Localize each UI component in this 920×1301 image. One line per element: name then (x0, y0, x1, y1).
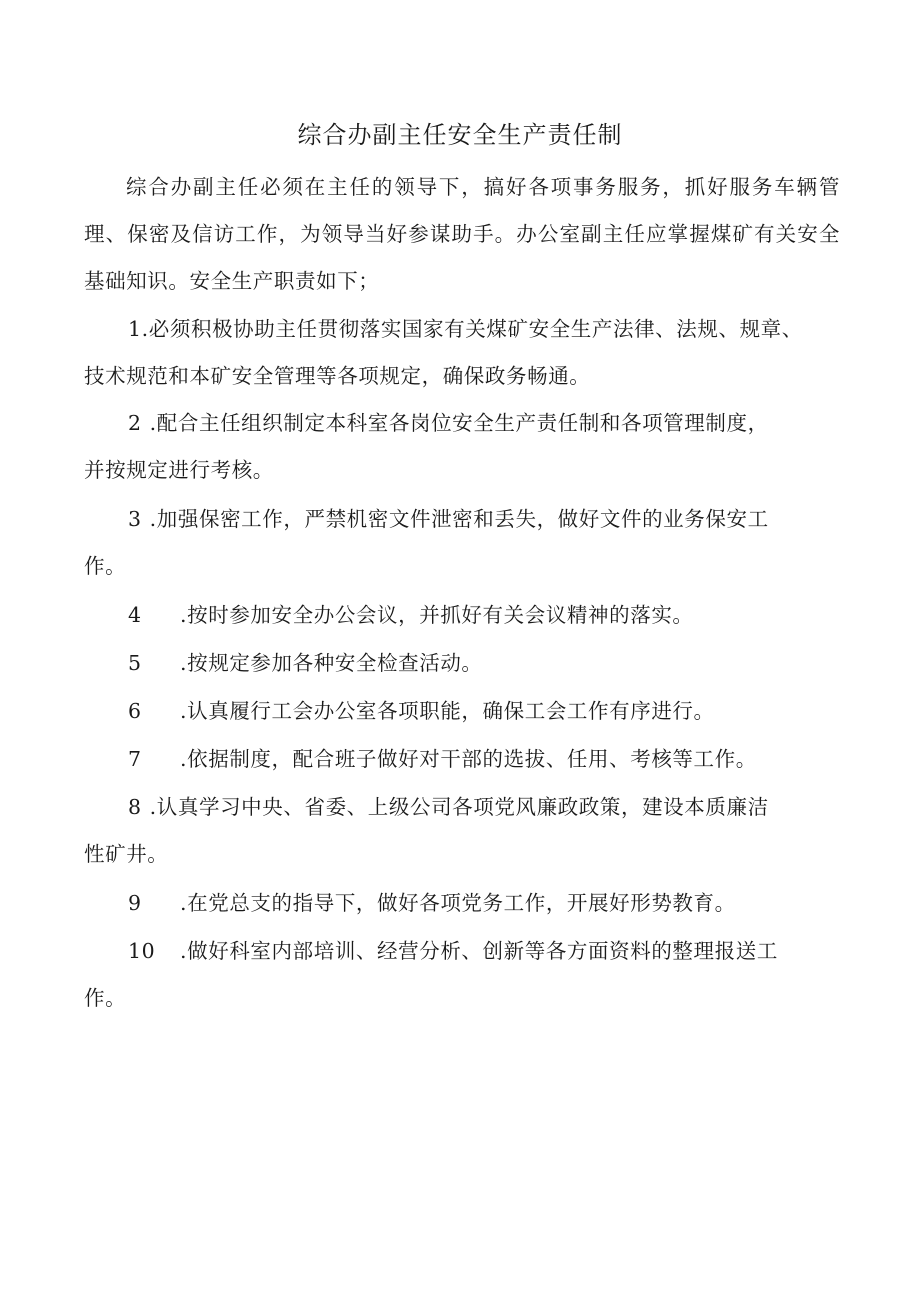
item-number: 10 (128, 939, 156, 963)
list-item (84, 688, 840, 735)
item-text: .按规定参加各种安全检查活动。 (180, 651, 483, 675)
intro-paragraph: 综合办副主任必须在主任的领导下，搞好各项事务服务，抓好服务车辆管理、保密及信访工作，为领导当好参谋助手。办公室副主任应掌握煤矿有关安全基础知识。安全生产职责如下； (84, 175, 840, 293)
list-item (84, 496, 840, 590)
item-text: .在党总支的指导下，做好各项党务工作，开展好形势教育。 (180, 891, 736, 915)
list-item (84, 640, 840, 687)
item-text: .加强保密工作，严禁机密文件泄密和丢失，做好文件的业务保安工 (149, 507, 769, 531)
item-number: 1. (128, 317, 149, 341)
item-text: .认真履行工会办公室各项职能，确保工会工作有序进行。 (180, 699, 715, 723)
item-text: .按时参加安全办公会议，并抓好有关会议精神的落实。 (180, 603, 694, 627)
item-text: .认真学习中央、省委、上级公司各项党风廉政政策，建设本质廉洁 (149, 795, 769, 819)
list-item (84, 784, 840, 878)
item-number: 5 (128, 651, 142, 675)
item-number: 8 (128, 795, 142, 819)
list-item (84, 592, 840, 639)
list-item (84, 928, 840, 1022)
item-text-continued: 作。 (84, 554, 127, 578)
item-text: .做好科室内部培训、经营分析、创新等各方面资料的整理报送工 (180, 939, 778, 963)
item-text-continued: 技术规范和本矿安全管理等各项规定，确保政务畅通。 (84, 364, 591, 388)
item-number: 7 (128, 747, 142, 771)
item-text: .依据制度，配合班子做好对干部的选拔、任用、考核等工作。 (180, 747, 757, 771)
item-text: .配合主任组织制定本科室各岗位安全生产责任制和各项管理制度， (149, 411, 769, 435)
document-title: 综合办副主任安全生产责任制 (297, 121, 623, 149)
item-text-continued: 性矿井。 (84, 842, 169, 866)
item-text-continued: 并按规定进行考核。 (84, 458, 274, 482)
list-item (84, 306, 840, 400)
item-text-continued: 作。 (84, 986, 127, 1010)
item-number: 2 (128, 411, 142, 435)
list-item (84, 400, 840, 494)
item-number: 4 (128, 603, 142, 627)
item-number: 9 (128, 891, 142, 915)
item-text: 必须积极协助主任贯彻落实国家有关煤矿安全生产法律、法规、规章、 (148, 317, 803, 341)
list-item (84, 880, 840, 927)
list-item (84, 736, 840, 783)
item-number: 6 (128, 699, 142, 723)
item-number: 3 (128, 507, 142, 531)
